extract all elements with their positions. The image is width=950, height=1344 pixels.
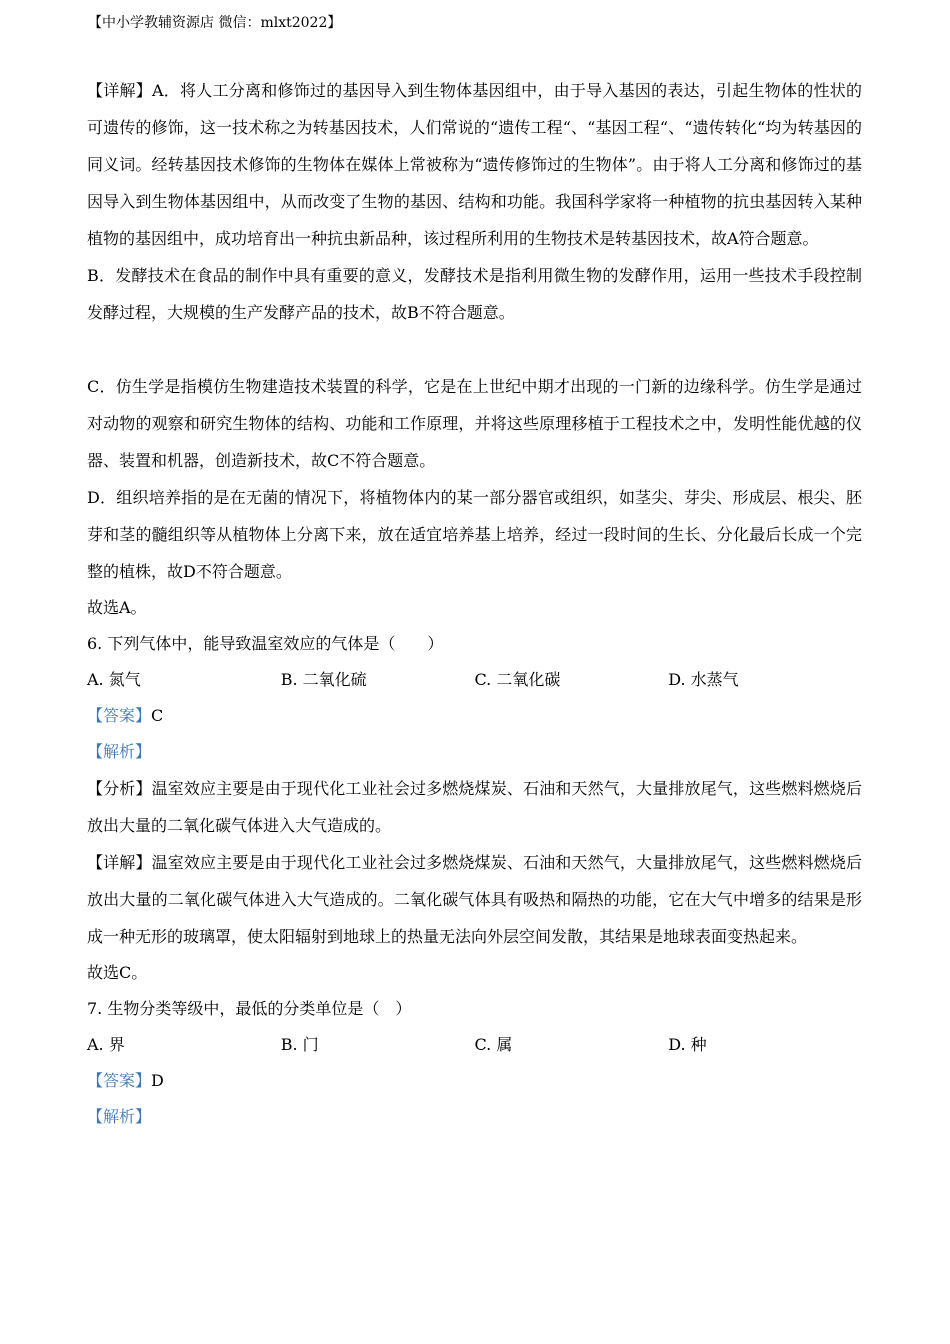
fenxi-label: 【分析】 [87,779,152,798]
q6-option-c: C. 二氧化碳 [474,670,561,689]
q5-conclusion: 故选A。 [87,598,147,617]
q7-option-b: B. 门 [280,1035,319,1054]
q7-options [87,1027,862,1063]
page-header: 【中小学教辅资源店 微信：mlxt2022】 [88,15,342,31]
q6-stem: 6. 下列气体中，能导致温室效应的气体是（ ） [87,634,444,653]
analysis-label: 【解析】 [87,1107,152,1126]
q6-detail-text: 温室效应主要是由于现代化工业社会过多燃烧煤炭、石油和天然气，大量排放尾气，这些燃料燃烧后放出大量的二氧化碳气体进入大气造成的。二氧化碳气体具有吸热和隔热的功能，它在大气中增多的结果是形成一种无形的玻璃罩，使太阳辐射到地球上的热量无法向外层空间发散，其结果是地球表面变热起来。 [87,853,862,946]
q7-option-c: C. 属 [474,1035,513,1054]
q5-detail-a [87,72,862,257]
q5-detail-c: C．仿生学是指模仿生物建造技术装置的科学，它是在上世纪中期才出现的一门新的边缘科学。仿生学是通过对动物的观察和研究生物体的结构、功能和工作原理，并将这些原理移植于工程技术之中，发明性能优越的仪器、装置和机器，创造新技术，故C不符合题意。 [87,377,862,470]
q5-detail-a-text: A．将人工分离和修饰过的基因导入到生物体基因组中，由于导入基因的表达，引起生物体的性状的可遗传的修饰，这一技术称之为转基因技术，人们常说的“遗传工程“、“基因工程“、“遗传转化“均为转基因的同义词。经转基因技术修饰的生物体在媒体上常被称为“遗传修饰过的生物体”。由于将人工分离和修饰过的基因导入到生物体基因组中，从而改变了生物的基因、结构和功能。我国科学家将一种植物的抗虫基因转入某种植物的基因组中，成功培育出一种抗虫新品种，该过程所利用的生物技术是转基因技术，故A符合题意。 [87,81,862,248]
q5-detail-d: D．组织培养指的是在无菌的情况下，将植物体内的某一部分器官或组织，如茎尖、芽尖、形成层、根尖、胚芽和茎的髓组织等从植物体上分离下来，放在适宜培养基上培养，经过一段时间的生长、分化最后长成一个完整的植株，故D不符合题意。 [87,488,862,581]
answer-label: 【答案】 [87,706,152,725]
q6-fenxi [87,770,862,844]
q6-options [87,662,862,698]
q6-fenxi-text: 温室效应主要是由于现代化工业社会过多燃烧煤炭、石油和天然气，大量排放尾气，这些燃料燃烧后放出大量的二氧化碳气体进入大气造成的。 [87,779,862,835]
q7-option-d: D. 种 [668,1035,707,1054]
answer-label: 【答案】 [87,1071,152,1090]
q7-stem: 7. 生物分类等级中，最低的分类单位是（ ） [87,999,412,1018]
spacer [87,331,862,368]
q6-option-d: D. 水蒸气 [668,670,739,689]
q6-analysis-heading [87,734,862,770]
q6-conclusion: 故选C。 [87,963,148,982]
analysis-label: 【解析】 [87,742,152,761]
detail-label: 【详解】 [87,853,152,872]
q7-answer [87,1063,862,1099]
q6-option-a: A. 氮气 [87,670,141,689]
document-body [87,72,862,1135]
q6-detail [87,844,862,955]
q6-answer [87,698,862,734]
q7-option-a: A. 界 [87,1035,125,1054]
q6-option-b: B. 二氧化硫 [280,670,367,689]
q6-answer-value: C [151,706,164,725]
q7-answer-value: D [151,1071,164,1090]
q5-detail-b: B．发酵技术在食品的制作中具有重要的意义，发酵技术是指利用微生物的发酵作用，运用一些技术手段控制发酵过程，大规模的生产发酵产品的技术，故B不符合题意。 [87,266,862,322]
q7-analysis-heading [87,1099,862,1135]
detail-label: 【详解】 [87,81,152,100]
